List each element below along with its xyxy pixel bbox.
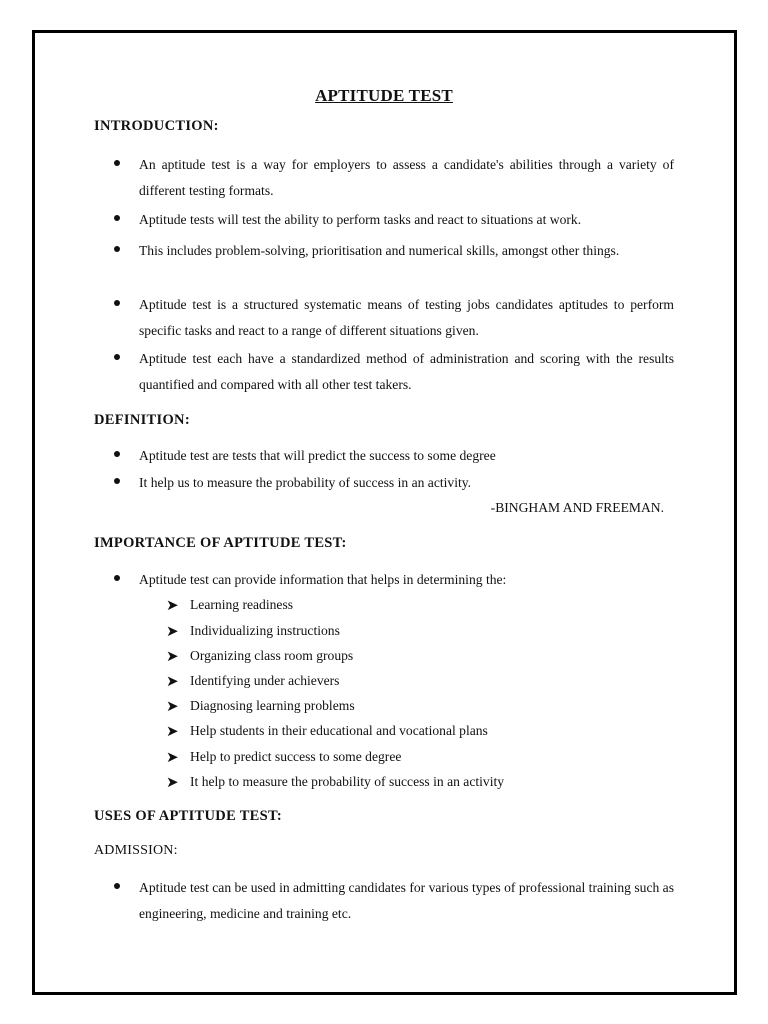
arrow-bullet-icon: ➤ xyxy=(166,596,179,614)
sub-list-item-text: Identifying under achievers xyxy=(190,673,340,688)
document-title: APTITUDE TEST xyxy=(315,86,453,105)
arrow-bullet-icon: ➤ xyxy=(166,622,179,640)
admission-subheading: ADMISSION: xyxy=(94,843,178,858)
list-item-text: Aptitude test is a structured systematic means of testing jobs candidates aptitudes to perform specific tasks and react to a range of different situations given. xyxy=(139,297,674,338)
list-item-text: Aptitude test each have a standardized method of administration and scoring with the results quantified and compared with all other test takers. xyxy=(139,351,674,392)
bullet-icon xyxy=(114,160,120,166)
sub-list-item-text: Organizing class room groups xyxy=(190,648,354,663)
list-item-text: Aptitude tests will test the ability to perform tasks and react to situations at work. xyxy=(139,212,582,227)
arrow-bullet-icon: ➤ xyxy=(166,672,179,690)
uses-heading: USES OF APTITUDE TEST: xyxy=(94,808,283,824)
bullet-icon xyxy=(114,451,120,457)
list-item-text: This includes problem-solving, prioritisation and numerical skills, amongst other things. xyxy=(139,243,620,258)
sub-list-item-text: Diagnosing learning problems xyxy=(190,698,355,713)
bullet-icon xyxy=(114,300,120,306)
arrow-bullet-icon: ➤ xyxy=(166,748,179,766)
importance-heading: IMPORTANCE OF APTITUDE TEST: xyxy=(94,535,347,551)
definition-heading: DEFINITION: xyxy=(94,412,190,428)
arrow-bullet-icon: ➤ xyxy=(166,773,179,791)
arrow-bullet-icon: ➤ xyxy=(166,697,179,715)
sub-list-item-text: Help students in their educational and vocational plans xyxy=(190,723,488,738)
list-item-text: Aptitude test can be used in admitting candidates for various types of professional training such as engineering, medicine and training etc. xyxy=(139,880,674,921)
list-item-text: Aptitude test can provide information that helps in determining the: xyxy=(139,572,507,587)
arrow-bullet-icon: ➤ xyxy=(166,722,179,740)
definition-attribution: -BINGHAM AND FREEMAN. xyxy=(490,500,664,515)
bullet-icon xyxy=(114,883,120,889)
bullet-icon xyxy=(114,354,120,360)
bullet-icon xyxy=(114,478,120,484)
introduction-heading: INTRODUCTION: xyxy=(94,118,219,134)
bullet-icon xyxy=(114,215,120,221)
list-item-text: It help us to measure the probability of success in an activity. xyxy=(139,475,472,490)
list-item-text: An aptitude test is a way for employers to assess a candidate's abilities through a variety of different testing formats. xyxy=(139,157,674,198)
arrow-bullet-icon: ➤ xyxy=(166,647,179,665)
sub-list-item-text: Individualizing instructions xyxy=(190,623,340,638)
list-item-text: Aptitude test are tests that will predict the success to some degree xyxy=(139,448,496,463)
sub-list-item-text: Learning readiness xyxy=(190,597,294,612)
bullet-icon xyxy=(114,575,120,581)
sub-list-item-text: It help to measure the probability of success in an activity xyxy=(190,774,505,789)
bullet-icon xyxy=(114,246,120,252)
sub-list-item-text: Help to predict success to some degree xyxy=(190,749,402,764)
